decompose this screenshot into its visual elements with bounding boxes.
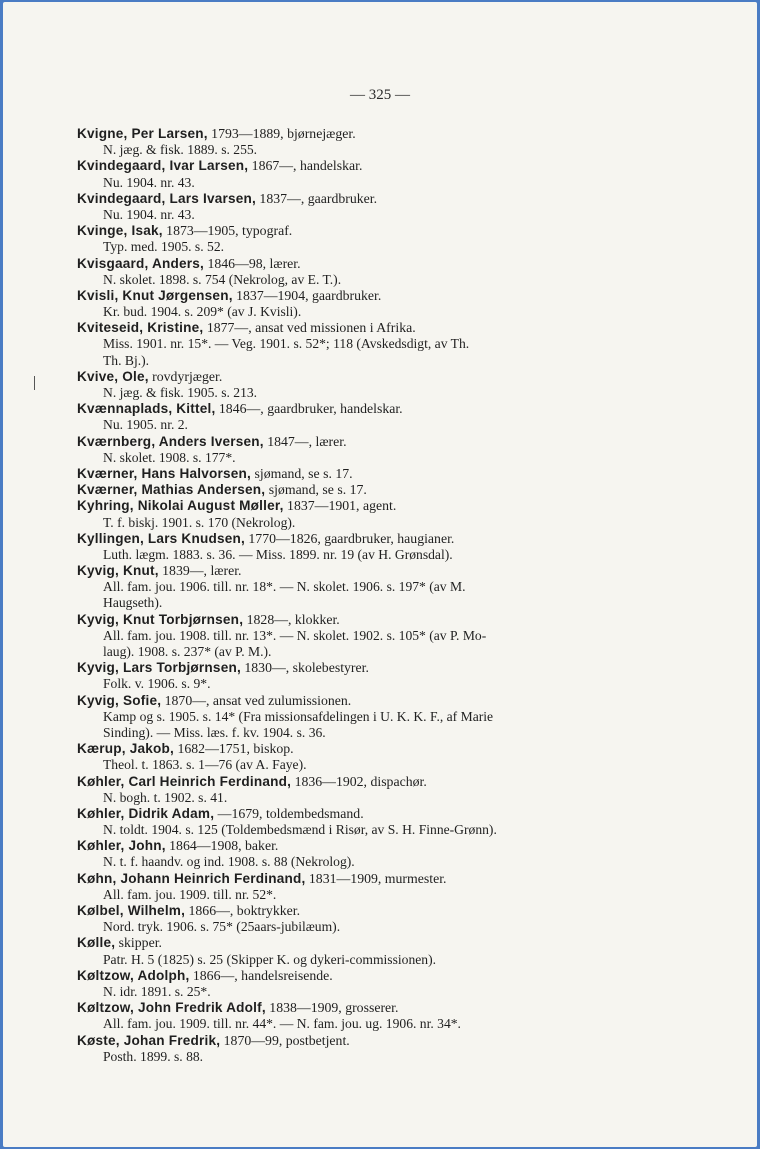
entry-name: Kyhring, Nikolai August Møller, [77, 498, 284, 514]
entry-reference: Kamp og s. 1905. s. 14* (Fra missionsafdelingen i U. K. K. F., af Marie [103, 708, 494, 724]
entry-heading [77, 256, 657, 272]
entry-name: Kyvig, Lars Torbjørnsen, [77, 660, 241, 676]
entry-name: Kvindegaard, Ivar Larsen, [77, 158, 249, 174]
entry-name: Kvindegaard, Lars Ivarsen, [77, 190, 256, 206]
entry-name: Kvinge, Isak, [77, 223, 163, 239]
entry-heading [77, 320, 657, 336]
entry-heading [77, 158, 657, 174]
entry-description: 1836—1902, dispachør. [291, 773, 427, 789]
bibliography-entry [77, 903, 657, 935]
entry-name: Kværner, Mathias Andersen, [77, 482, 266, 498]
entry-heading [77, 466, 657, 482]
entry-heading [77, 903, 657, 919]
entry-description: sjømand, se s. 17. [265, 482, 367, 498]
entry-description: sjømand, se s. 17. [251, 465, 353, 481]
entry-description: 1831—1909, murmester. [305, 870, 447, 886]
entry-heading [77, 806, 657, 822]
entry-heading [77, 693, 657, 709]
bibliography-entry [77, 191, 657, 223]
entry-reference: N. skolet. 1908. s. 177*. [103, 449, 236, 465]
bibliography-entry [77, 320, 657, 369]
entry-reference: N. skolet. 1898. s. 754 (Nekrolog, av E. T.). [103, 271, 342, 287]
entry-reference: Sinding). — Miss. læs. f. kv. 1904. s. 36. [103, 724, 326, 740]
entry-reference: Nu. 1904. nr. 43. [103, 206, 195, 222]
entry-heading [77, 434, 657, 450]
entry-name: Kværnberg, Anders Iversen, [77, 433, 264, 449]
bibliography-entry [77, 741, 657, 773]
entry-name: Kværner, Hans Halvorsen, [77, 465, 252, 481]
bibliography-entry [77, 806, 657, 838]
entry-description: 1846—98, lærer. [204, 255, 301, 271]
entry-description: 1867—, handelskar. [248, 158, 363, 174]
entry-heading [77, 223, 657, 239]
bibliography-entry [77, 223, 657, 255]
entry-description: 1682—1751, biskop. [174, 741, 294, 757]
bibliography-entry [77, 693, 657, 742]
entry-name: Kølbel, Wilhelm, [77, 903, 186, 918]
entry-name: Kvænnaplads, Kittel, [77, 401, 216, 417]
bibliography-entry [77, 935, 657, 967]
entry-description: 1864—1908, baker. [165, 838, 279, 854]
entry-heading [77, 498, 657, 514]
entry-name: Køltzow, Adolph, [77, 967, 190, 983]
entry-heading [77, 288, 657, 304]
entry-reference: Typ. med. 1905. s. 52. [103, 239, 225, 255]
bibliography-entry [77, 660, 657, 692]
entry-description: 1873—1905, typograf. [162, 223, 293, 239]
entry-name: Kyvig, Knut Torbjørnsen, [77, 611, 244, 627]
entry-reference: All. fam. jou. 1909. till. nr. 52*. [103, 886, 277, 902]
entry-heading [77, 1033, 657, 1049]
entry-reference: T. f. biskj. 1901. s. 170 (Nekrolog). [103, 514, 296, 530]
entry-description: 1870—, ansat ved zulumissionen. [161, 692, 352, 708]
entry-description: 1793—1889, bjørnejæger. [207, 126, 356, 141]
entry-heading [77, 191, 657, 207]
bibliography-entry [77, 369, 657, 401]
entry-description: skipper. [115, 935, 162, 951]
entry-reference: N. bogh. t. 1902. s. 41. [103, 789, 228, 805]
entry-reference: Folk. v. 1906. s. 9*. [103, 676, 211, 692]
entry-description: 1846—, gaardbruker, handelskar. [215, 401, 403, 417]
entry-description: rovdyrjæger. [148, 368, 223, 384]
entry-heading [77, 369, 657, 385]
entry-reference: Nord. tryk. 1906. s. 75* (25aars-jubilæum). [103, 919, 341, 935]
entry-list [77, 126, 657, 1065]
bibliography-entry [77, 774, 657, 806]
entry-reference: Nu. 1905. nr. 2. [103, 417, 188, 433]
entry-description: 1877—, ansat ved missionen i Afrika. [203, 320, 416, 336]
bibliography-entry [77, 1033, 657, 1065]
entry-name: Køhler, Carl Heinrich Ferdinand, [77, 773, 292, 789]
entry-reference: N. t. f. haandv. og ind. 1908. s. 88 (Nekrolog). [103, 854, 355, 870]
entry-reference: Th. Bj.). [103, 352, 150, 368]
bibliography-entry [77, 838, 657, 870]
entry-reference: All. fam. jou. 1908. till. nr. 13*. — N. skolet. 1902. s. 105* (av P. Mo- [103, 627, 487, 643]
bibliography-entry [77, 434, 657, 466]
bibliography-entry [77, 563, 657, 612]
entry-description: 1830—, skolebestyrer. [240, 660, 369, 676]
entry-heading [77, 660, 657, 676]
entry-name: Køhler, Didrik Adam, [77, 805, 215, 821]
entry-name: Kvigne, Per Larsen, [77, 126, 208, 141]
entry-heading [77, 1000, 657, 1016]
entry-reference: Theol. t. 1863. s. 1—76 (av A. Faye). [103, 757, 307, 773]
entry-reference: Posth. 1899. s. 88. [103, 1048, 204, 1064]
bibliography-entry [77, 288, 657, 320]
entry-heading [77, 563, 657, 579]
entry-reference: All. fam. jou. 1909. till. nr. 44*. — N. fam. jou. ug. 1906. nr. 34*. [103, 1016, 461, 1032]
entry-name: Kvive, Ole, [77, 368, 149, 384]
entry-description: 1828—, klokker. [243, 611, 340, 627]
entry-reference: N. jæg. & fisk. 1889. s. 255. [103, 142, 258, 158]
bibliography-entry [77, 401, 657, 433]
entry-reference: Kr. bud. 1904. s. 209* (av J. Kvisli). [103, 304, 302, 320]
entry-name: Kvisgaard, Anders, [77, 255, 204, 271]
bibliography-entry [77, 531, 657, 563]
entry-description: 1837—1901, agent. [283, 498, 397, 514]
bibliography-entry [77, 498, 657, 530]
entry-heading [77, 968, 657, 984]
entry-name: Køhler, John, [77, 838, 166, 854]
entry-reference: Miss. 1901. nr. 15*. — Veg. 1901. s. 52*; 118 (Avskedsdigt, av Th. [103, 336, 470, 352]
entry-heading [77, 838, 657, 854]
margin-mark [34, 376, 35, 390]
entry-heading [77, 935, 657, 951]
entry-name: Kyvig, Knut, [77, 563, 159, 579]
entry-description: —1679, toldembedsmand. [214, 805, 364, 821]
bibliography-entry [77, 1000, 657, 1032]
entry-heading [77, 774, 657, 790]
entry-reference: N. toldt. 1904. s. 125 (Toldembedsmænd i Risør, av S. H. Finne-Grønn). [103, 822, 497, 838]
document-page [3, 2, 757, 1147]
entry-name: Kølle, [77, 935, 116, 951]
bibliography-entry [77, 466, 657, 482]
entry-reference: Nu. 1904. nr. 43. [103, 174, 195, 190]
entry-description: 1847—, lærer. [263, 433, 347, 449]
entry-name: Kyllingen, Lars Knudsen, [77, 530, 245, 546]
bibliography-entry [77, 482, 657, 498]
entry-description: 1770—1826, gaardbruker, haugianer. [244, 530, 455, 546]
entry-name: Kviteseid, Kristine, [77, 320, 204, 336]
entry-reference: Haugseth). [103, 595, 163, 611]
bibliography-entry [77, 256, 657, 288]
entry-heading [77, 741, 657, 757]
bibliography-entry [77, 612, 657, 661]
entry-heading [77, 401, 657, 417]
entry-heading [77, 612, 657, 628]
entry-heading [77, 871, 657, 887]
entry-description: 1839—, lærer. [158, 563, 242, 579]
entry-name: Kærup, Jakob, [77, 741, 175, 757]
entry-reference: Patr. H. 5 (1825) s. 25 (Skipper K. og dykeri-commissionen). [103, 951, 437, 967]
entry-description: 1837—1904, gaardbruker. [232, 287, 382, 303]
bibliography-entry [77, 126, 657, 158]
entry-name: Kyvig, Sofie, [77, 692, 162, 708]
entry-name: Køste, Johan Fredrik, [77, 1032, 221, 1048]
entry-heading [77, 482, 657, 498]
bibliography-entry [77, 968, 657, 1000]
entry-description: 1866—, handelsreisende. [189, 967, 333, 983]
entry-description: 1838—1909, grosserer. [265, 1000, 399, 1016]
bibliography-entry [77, 871, 657, 903]
entry-reference: All. fam. jou. 1906. till. nr. 18*. — N. skolet. 1906. s. 197* (av M. [103, 579, 466, 595]
entry-heading [77, 126, 657, 142]
entry-reference: N. idr. 1891. s. 25*. [103, 983, 211, 999]
entry-reference: Luth. lægm. 1883. s. 36. — Miss. 1899. nr. 19 (av H. Grønsdal). [103, 546, 453, 562]
entry-name: Kvisli, Knut Jørgensen, [77, 287, 233, 303]
entry-heading [77, 531, 657, 547]
entry-description: 1866—, boktrykker. [185, 903, 301, 918]
entry-name: Køltzow, John Fredrik Adolf, [77, 1000, 266, 1016]
bibliography-entry [77, 158, 657, 190]
entry-description: 1870—99, postbetjent. [220, 1032, 350, 1048]
entry-reference: N. jæg. & fisk. 1905. s. 213. [103, 385, 258, 400]
entry-reference: laug). 1908. s. 237* (av P. M.). [103, 644, 272, 659]
entry-name: Køhn, Johann Heinrich Ferdinand, [77, 870, 306, 886]
page-number: — 325 — [350, 87, 410, 103]
entry-description: 1837—, gaardbruker. [255, 190, 378, 206]
